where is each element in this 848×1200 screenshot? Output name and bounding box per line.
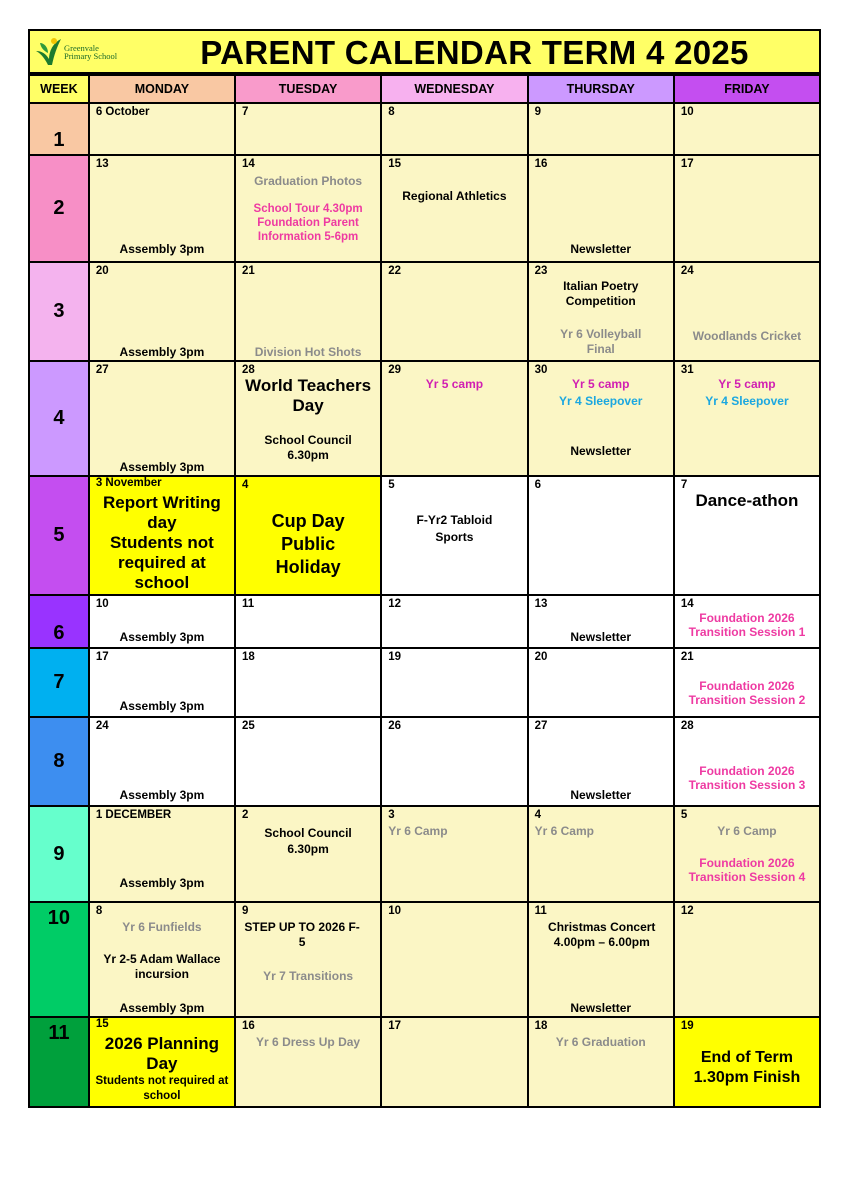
day-cell	[528, 902, 674, 1017]
date-label: 2	[241, 809, 249, 821]
week-number	[29, 902, 89, 1017]
day-cell	[235, 476, 381, 595]
date-label: 6 October	[95, 106, 150, 118]
week-number	[29, 595, 89, 648]
event-text: 2026 Planning Day	[104, 1034, 220, 1073]
date-label: 16	[241, 1020, 255, 1032]
event-text: Yr 6 Volleyball Final	[560, 327, 642, 356]
event-text: Christmas Concert 4.00pm – 6.00pm	[548, 920, 656, 949]
day-cell	[528, 648, 674, 717]
date-label: 20	[534, 651, 548, 663]
day-cell	[528, 806, 674, 902]
date-label: 18	[241, 651, 255, 663]
calendar	[28, 29, 821, 1111]
col-header-friday: FRIDAY	[674, 75, 820, 103]
event-text: School Council 6.30pm	[264, 826, 352, 856]
event-text: Italian Poetry Competition	[563, 279, 639, 308]
date-label: 12	[680, 905, 694, 917]
newsletter-event: Newsletter	[570, 1001, 632, 1015]
day-cell	[89, 155, 235, 262]
date-label: 4	[534, 809, 541, 821]
date-label: 28	[680, 720, 694, 732]
day-cell	[235, 595, 381, 648]
event-text: Dance-athon	[695, 491, 799, 510]
day-cell	[528, 476, 674, 595]
date-label: 27	[95, 364, 109, 376]
school-logo-text: Greenvale Primary School	[64, 43, 118, 61]
assembly-event: Assembly 3pm	[119, 242, 205, 256]
event-text: Regional Athletics	[402, 189, 507, 203]
week-number-label: 6	[53, 622, 65, 644]
date-label: 22	[388, 265, 401, 277]
date-label: 12	[388, 598, 401, 610]
event-text: Students not required at school	[95, 1075, 229, 1102]
event-text: Yr 7 Transitions	[263, 969, 354, 983]
date-label: 5	[680, 809, 688, 821]
newsletter-event: Newsletter	[570, 630, 632, 644]
day-cell	[528, 103, 674, 155]
event-text: Division Hot Shots	[254, 345, 362, 359]
day-cell	[674, 902, 820, 1017]
week-number-label: 5	[53, 524, 65, 546]
week-number	[29, 476, 89, 595]
day-cell	[89, 361, 235, 476]
week-row	[29, 717, 820, 806]
date-label: 19	[680, 1020, 694, 1032]
date-label: 13	[95, 158, 109, 170]
day-cell	[674, 103, 820, 155]
assembly-event: Assembly 3pm	[119, 1001, 205, 1015]
day-cell	[528, 595, 674, 648]
day-cell	[235, 806, 381, 902]
calendar-grid	[28, 74, 821, 1108]
event-text: Graduation Photos	[254, 174, 363, 188]
day-cell	[674, 717, 820, 806]
event-text: End of Term 1.30pm Finish	[693, 1049, 801, 1086]
transition-event: Foundation 2026 Transition Session 2	[688, 679, 806, 707]
date-label: 15	[388, 158, 401, 170]
date-label: 3 November	[95, 477, 162, 489]
day-cell	[381, 155, 527, 262]
day-cell	[528, 262, 674, 361]
day-cell	[89, 1017, 235, 1107]
date-label: 19	[388, 651, 401, 663]
week-number-label: 4	[53, 407, 65, 429]
event-text: School Tour 4.30pm	[253, 203, 363, 215]
week-row	[29, 595, 820, 648]
day-cell	[381, 361, 527, 476]
date-label: 9	[534, 106, 541, 118]
day-cell	[381, 1017, 527, 1107]
col-header-wednesday: WEDNESDAY	[381, 75, 527, 103]
date-label: 14	[680, 598, 694, 610]
transition-event: Foundation 2026 Transition Session 3	[688, 764, 806, 792]
date-label: 14	[241, 158, 255, 170]
date-label: 25	[241, 720, 255, 732]
date-label: 31	[680, 364, 694, 376]
day-cell	[674, 1017, 820, 1107]
day-cell	[89, 595, 235, 648]
date-label: 7	[241, 106, 249, 118]
day-cell	[528, 155, 674, 262]
day-cell	[674, 361, 820, 476]
day-cell	[674, 806, 820, 902]
event-text: Yr 6 Camp	[534, 824, 594, 838]
week-row	[29, 476, 820, 595]
calendar-header	[28, 29, 821, 74]
col-header-thursday: THURSDAY	[528, 75, 674, 103]
day-cell	[235, 262, 381, 361]
school-logo	[34, 35, 124, 70]
event-text: Foundation Parent Information 5-6pm	[257, 217, 359, 243]
day-cell	[674, 476, 820, 595]
week-row	[29, 103, 820, 155]
day-cell	[381, 103, 527, 155]
holiday-event: Cup Day Public Holiday	[271, 511, 345, 577]
week-row	[29, 1017, 820, 1107]
date-label: 21	[241, 265, 255, 277]
date-label: 7	[680, 479, 688, 491]
camp-event: Yr 5 camp	[572, 377, 630, 391]
week-number-label: 10	[47, 907, 71, 929]
event-text: Yr 2-5 Adam Wallace incursion	[103, 952, 221, 981]
day-cell	[89, 648, 235, 717]
week-number	[29, 262, 89, 361]
day-cell	[381, 902, 527, 1017]
day-cell	[235, 648, 381, 717]
date-label: 23	[534, 265, 548, 277]
day-cell	[674, 595, 820, 648]
day-cell	[89, 262, 235, 361]
day-cell	[235, 1017, 381, 1107]
week-number-label: 3	[53, 300, 65, 322]
date-label: 10	[680, 106, 694, 118]
newsletter-event: Newsletter	[570, 242, 632, 256]
event-text: Yr 6 Dress Up Day	[256, 1035, 361, 1049]
week-number	[29, 717, 89, 806]
date-label: 8	[388, 106, 395, 118]
date-label: 18	[534, 1020, 548, 1032]
week-row	[29, 262, 820, 361]
date-label: 11	[534, 905, 547, 917]
day-cell	[381, 476, 527, 595]
date-label: 10	[388, 905, 401, 917]
date-label: 6	[534, 479, 541, 491]
assembly-event: Assembly 3pm	[119, 460, 205, 474]
week-number-label: 2	[53, 197, 65, 219]
week-row	[29, 361, 820, 476]
event-text: STEP UP TO 2026 F-5	[244, 920, 360, 949]
day-cell	[674, 648, 820, 717]
day-cell	[674, 262, 820, 361]
camp-event: Yr 5 camp	[425, 377, 484, 391]
assembly-event: Assembly 3pm	[119, 345, 205, 359]
week-number	[29, 648, 89, 717]
day-cell	[381, 648, 527, 717]
date-label: 24	[680, 265, 694, 277]
day-cell	[528, 717, 674, 806]
assembly-event: Assembly 3pm	[119, 699, 205, 713]
date-label: 17	[680, 158, 694, 170]
week-number	[29, 155, 89, 262]
column-header-row	[29, 75, 820, 103]
day-cell	[381, 717, 527, 806]
event-text: Yr 6 Camp	[388, 824, 448, 838]
assembly-event: Assembly 3pm	[119, 788, 205, 802]
date-label: 13	[534, 598, 548, 610]
week-number	[29, 1017, 89, 1107]
date-label: 26	[388, 720, 401, 732]
event-text: Yr 6 Funfields	[122, 920, 202, 934]
newsletter-event: Newsletter	[570, 444, 632, 458]
date-label: 15	[95, 1018, 109, 1030]
day-cell	[674, 155, 820, 262]
col-header-tuesday: TUESDAY	[235, 75, 381, 103]
date-label: 10	[95, 598, 109, 610]
week-row	[29, 806, 820, 902]
week-row	[29, 902, 820, 1017]
day-cell	[235, 361, 381, 476]
day-cell	[235, 103, 381, 155]
leaf-logo-icon	[34, 35, 64, 69]
event-text: Report Writing day	[103, 493, 221, 532]
sleepover-event: Yr 4 Sleepover	[705, 394, 789, 408]
day-cell	[89, 806, 235, 902]
week-number-label: 8	[53, 750, 65, 772]
date-label: 21	[680, 651, 694, 663]
transition-event: Foundation 2026 Transition Session 1	[688, 611, 806, 639]
day-cell	[89, 476, 235, 595]
week-number-label: 7	[53, 671, 65, 693]
date-label: 29	[388, 364, 401, 376]
date-label: 17	[95, 651, 109, 663]
day-cell	[381, 262, 527, 361]
event-text: Students not required at school	[109, 533, 214, 592]
date-label: 8	[95, 905, 103, 917]
event-text: Yr 6 Camp	[717, 824, 777, 838]
date-label: 30	[534, 364, 548, 376]
week-number	[29, 103, 89, 155]
event-text: School Council 6.30pm	[264, 433, 352, 462]
day-cell	[235, 717, 381, 806]
day-cell	[89, 103, 235, 155]
date-label: 16	[534, 158, 548, 170]
camp-event: Yr 5 camp	[718, 377, 776, 391]
week-row	[29, 155, 820, 262]
event-text: Woodlands Cricket	[692, 329, 802, 343]
assembly-event: Assembly 3pm	[119, 876, 205, 890]
week-row	[29, 648, 820, 717]
sleepover-event: Yr 4 Sleepover	[559, 394, 643, 408]
date-label: 27	[534, 720, 548, 732]
week-number	[29, 806, 89, 902]
transition-event: Foundation 2026 Transition Session 4	[688, 856, 806, 884]
day-cell	[381, 806, 527, 902]
event-text: World Teachers Day	[245, 376, 372, 415]
week-number-label: 1	[53, 129, 65, 151]
day-cell	[89, 902, 235, 1017]
date-label: 1 DECEMBER	[95, 809, 172, 821]
day-cell	[381, 595, 527, 648]
col-header-week: WEEK	[29, 75, 89, 103]
week-number	[29, 361, 89, 476]
assembly-event: Assembly 3pm	[119, 630, 205, 644]
date-label: 20	[95, 265, 109, 277]
day-cell	[235, 902, 381, 1017]
date-label: 4	[241, 479, 249, 491]
newsletter-event: Newsletter	[570, 788, 632, 802]
date-label: 17	[388, 1020, 401, 1032]
date-label: 5	[388, 479, 395, 491]
day-cell	[528, 1017, 674, 1107]
date-label: 28	[241, 364, 255, 376]
date-label: 24	[95, 720, 109, 732]
date-label: 11	[241, 598, 255, 610]
date-label: 3	[388, 809, 395, 821]
day-cell	[235, 155, 381, 262]
day-cell	[89, 717, 235, 806]
event-text: F-Yr2 Tabloid Sports	[416, 513, 493, 544]
event-text: Yr 6 Graduation	[555, 1035, 646, 1049]
col-header-monday: MONDAY	[89, 75, 235, 103]
week-number-label: 11	[48, 1022, 70, 1044]
page-title: PARENT CALENDAR TERM 4 2025	[200, 34, 749, 71]
day-cell	[528, 361, 674, 476]
date-label: 9	[241, 905, 249, 917]
week-number-label: 9	[53, 842, 65, 865]
